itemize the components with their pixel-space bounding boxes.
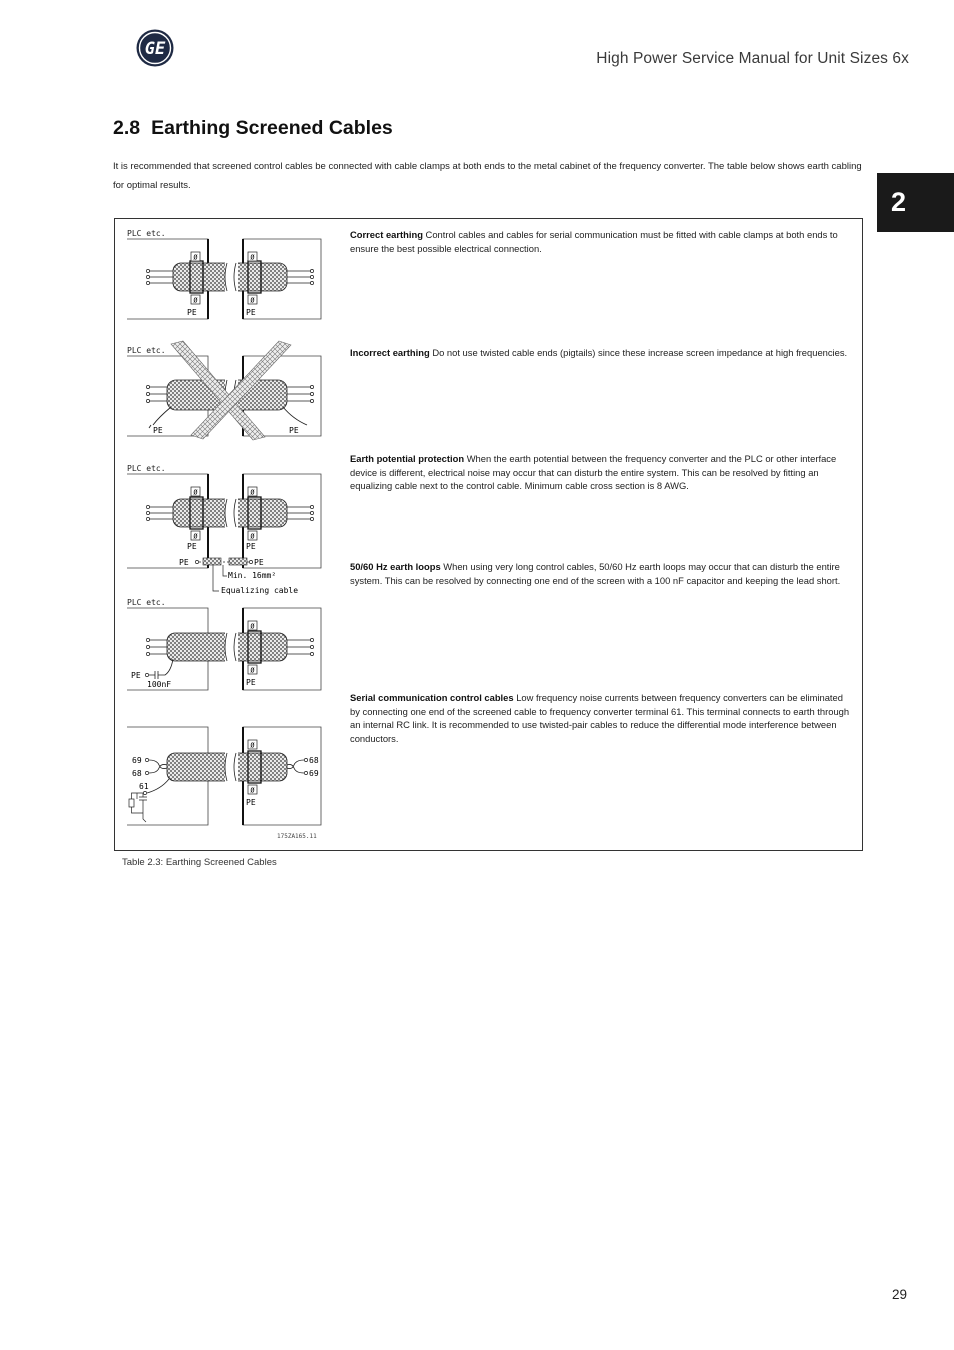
terminal-69-label: 69 [309, 769, 319, 778]
clamp-symbol: Ø [250, 296, 255, 305]
row-text: Low frequency noise currents between frequency converters can be eliminated by connecting one end of the screened cable to frequency converter terminal 61. This terminal connects to earth through an internal RC link. It is recommended to use twisted-pair cables to reduce the differential mode interference between conductors. [350, 692, 850, 744]
clamp-symbol: Ø [250, 741, 255, 750]
plc-label: PLC etc. [127, 346, 166, 355]
row-lead: Incorrect earthing [350, 347, 430, 358]
chapter-tab [877, 173, 954, 232]
clamp-symbol: Ø [193, 488, 198, 497]
terminal-68-label: 68 [309, 756, 319, 765]
pe-label: PE [131, 671, 141, 680]
diagram-serial-communication [127, 727, 321, 840]
clamp-symbol: Ø [250, 786, 255, 795]
drawing-id-label: 175ZA165.11 [277, 833, 317, 840]
clamp-symbol: Ø [250, 532, 255, 541]
pe-label: PE [254, 558, 264, 567]
pe-label: PE [246, 678, 256, 687]
pe-label: PE [246, 542, 256, 551]
clamp-symbol: Ø [250, 622, 255, 631]
diagram-correct-earthing [127, 229, 321, 319]
plc-label: PLC etc. [127, 598, 166, 607]
diagram-earth-potential-protection [127, 464, 321, 595]
clamp-symbol: Ø [250, 253, 255, 262]
section-heading [113, 117, 393, 140]
clamp-symbol: Ø [193, 296, 198, 305]
table-row [350, 452, 853, 493]
row-text: Control cables and cables for serial communication must be fitted with cable clamps at both ends to ensure the best possible electrical connection. [350, 229, 838, 254]
table-row [350, 560, 853, 587]
pe-label: PE [246, 798, 256, 807]
diagram-incorrect-earthing [127, 341, 321, 440]
min-section-label: Min. 16mm² [228, 571, 277, 580]
pe-label: PE [179, 558, 189, 567]
plc-label: PLC etc. [127, 464, 166, 473]
table-row [350, 346, 853, 360]
row-text: When using very long control cables, 50/60 Hz earth loops may occur that can disturb the entire system. This can be resolved by connecting one end of the screen with a 100 nF capacitor and keeping the lead short. [350, 561, 841, 586]
logo-text: GE [144, 39, 166, 59]
equalizing-cable-label: Equalizing cable [221, 586, 299, 595]
pe-label: PE [289, 426, 299, 435]
terminal-69-label: 69 [132, 756, 142, 765]
section-number: 2.8 [113, 117, 141, 139]
diagram-earth-loops [127, 598, 321, 690]
pe-label: PE [187, 308, 197, 317]
row-lead: Serial communication control cables [350, 692, 514, 703]
clamp-symbol: Ø [250, 488, 255, 497]
row-lead: 50/60 Hz earth loops [350, 561, 441, 572]
row-text: Do not use twisted cable ends (pigtails) since these increase screen impedance at high frequencies. [432, 347, 848, 358]
row-lead: Correct earthing [350, 229, 423, 240]
chapter-tab-number: 2 [891, 187, 907, 217]
earthing-table [114, 218, 863, 851]
section-title: Earthing Screened Cables [151, 117, 393, 139]
intro-paragraph: It is recommended that screened control cables be connected with cable clamps at both ends to the metal cabinet of the frequency converter. The table below shows earth cabling for optimal results. [113, 161, 862, 191]
plc-label: PLC etc. [127, 229, 166, 238]
row-text: When the earth potential between the frequency converter and the PLC or other interface device is different, electrical noise may occur that can disturb the entire system. This can be resolved by fitting an equalizing cable next to the control cable. Minimum cable cross section is 8 AWG. [350, 453, 837, 492]
terminal-68-label: 68 [132, 769, 142, 778]
table-row [350, 691, 853, 745]
document-title: High Power Service Manual for Unit Sizes 6x [596, 50, 909, 67]
clamp-symbol: Ø [193, 253, 198, 262]
ge-logo [136, 29, 174, 67]
row-lead: Earth potential protection [350, 453, 465, 464]
pe-label: PE [153, 426, 163, 435]
earthing-diagrams [115, 219, 349, 850]
terminal-61-label: 61 [139, 782, 149, 791]
clamp-symbol: Ø [250, 666, 255, 675]
table-caption: Table 2.3: Earthing Screened Cables [122, 857, 277, 868]
capacitor-label: 100nF [147, 680, 172, 689]
page-number: 29 [892, 1287, 908, 1302]
table-row [350, 228, 853, 255]
pe-label: PE [246, 308, 256, 317]
clamp-symbol: Ø [193, 532, 198, 541]
pe-label: PE [187, 542, 197, 551]
